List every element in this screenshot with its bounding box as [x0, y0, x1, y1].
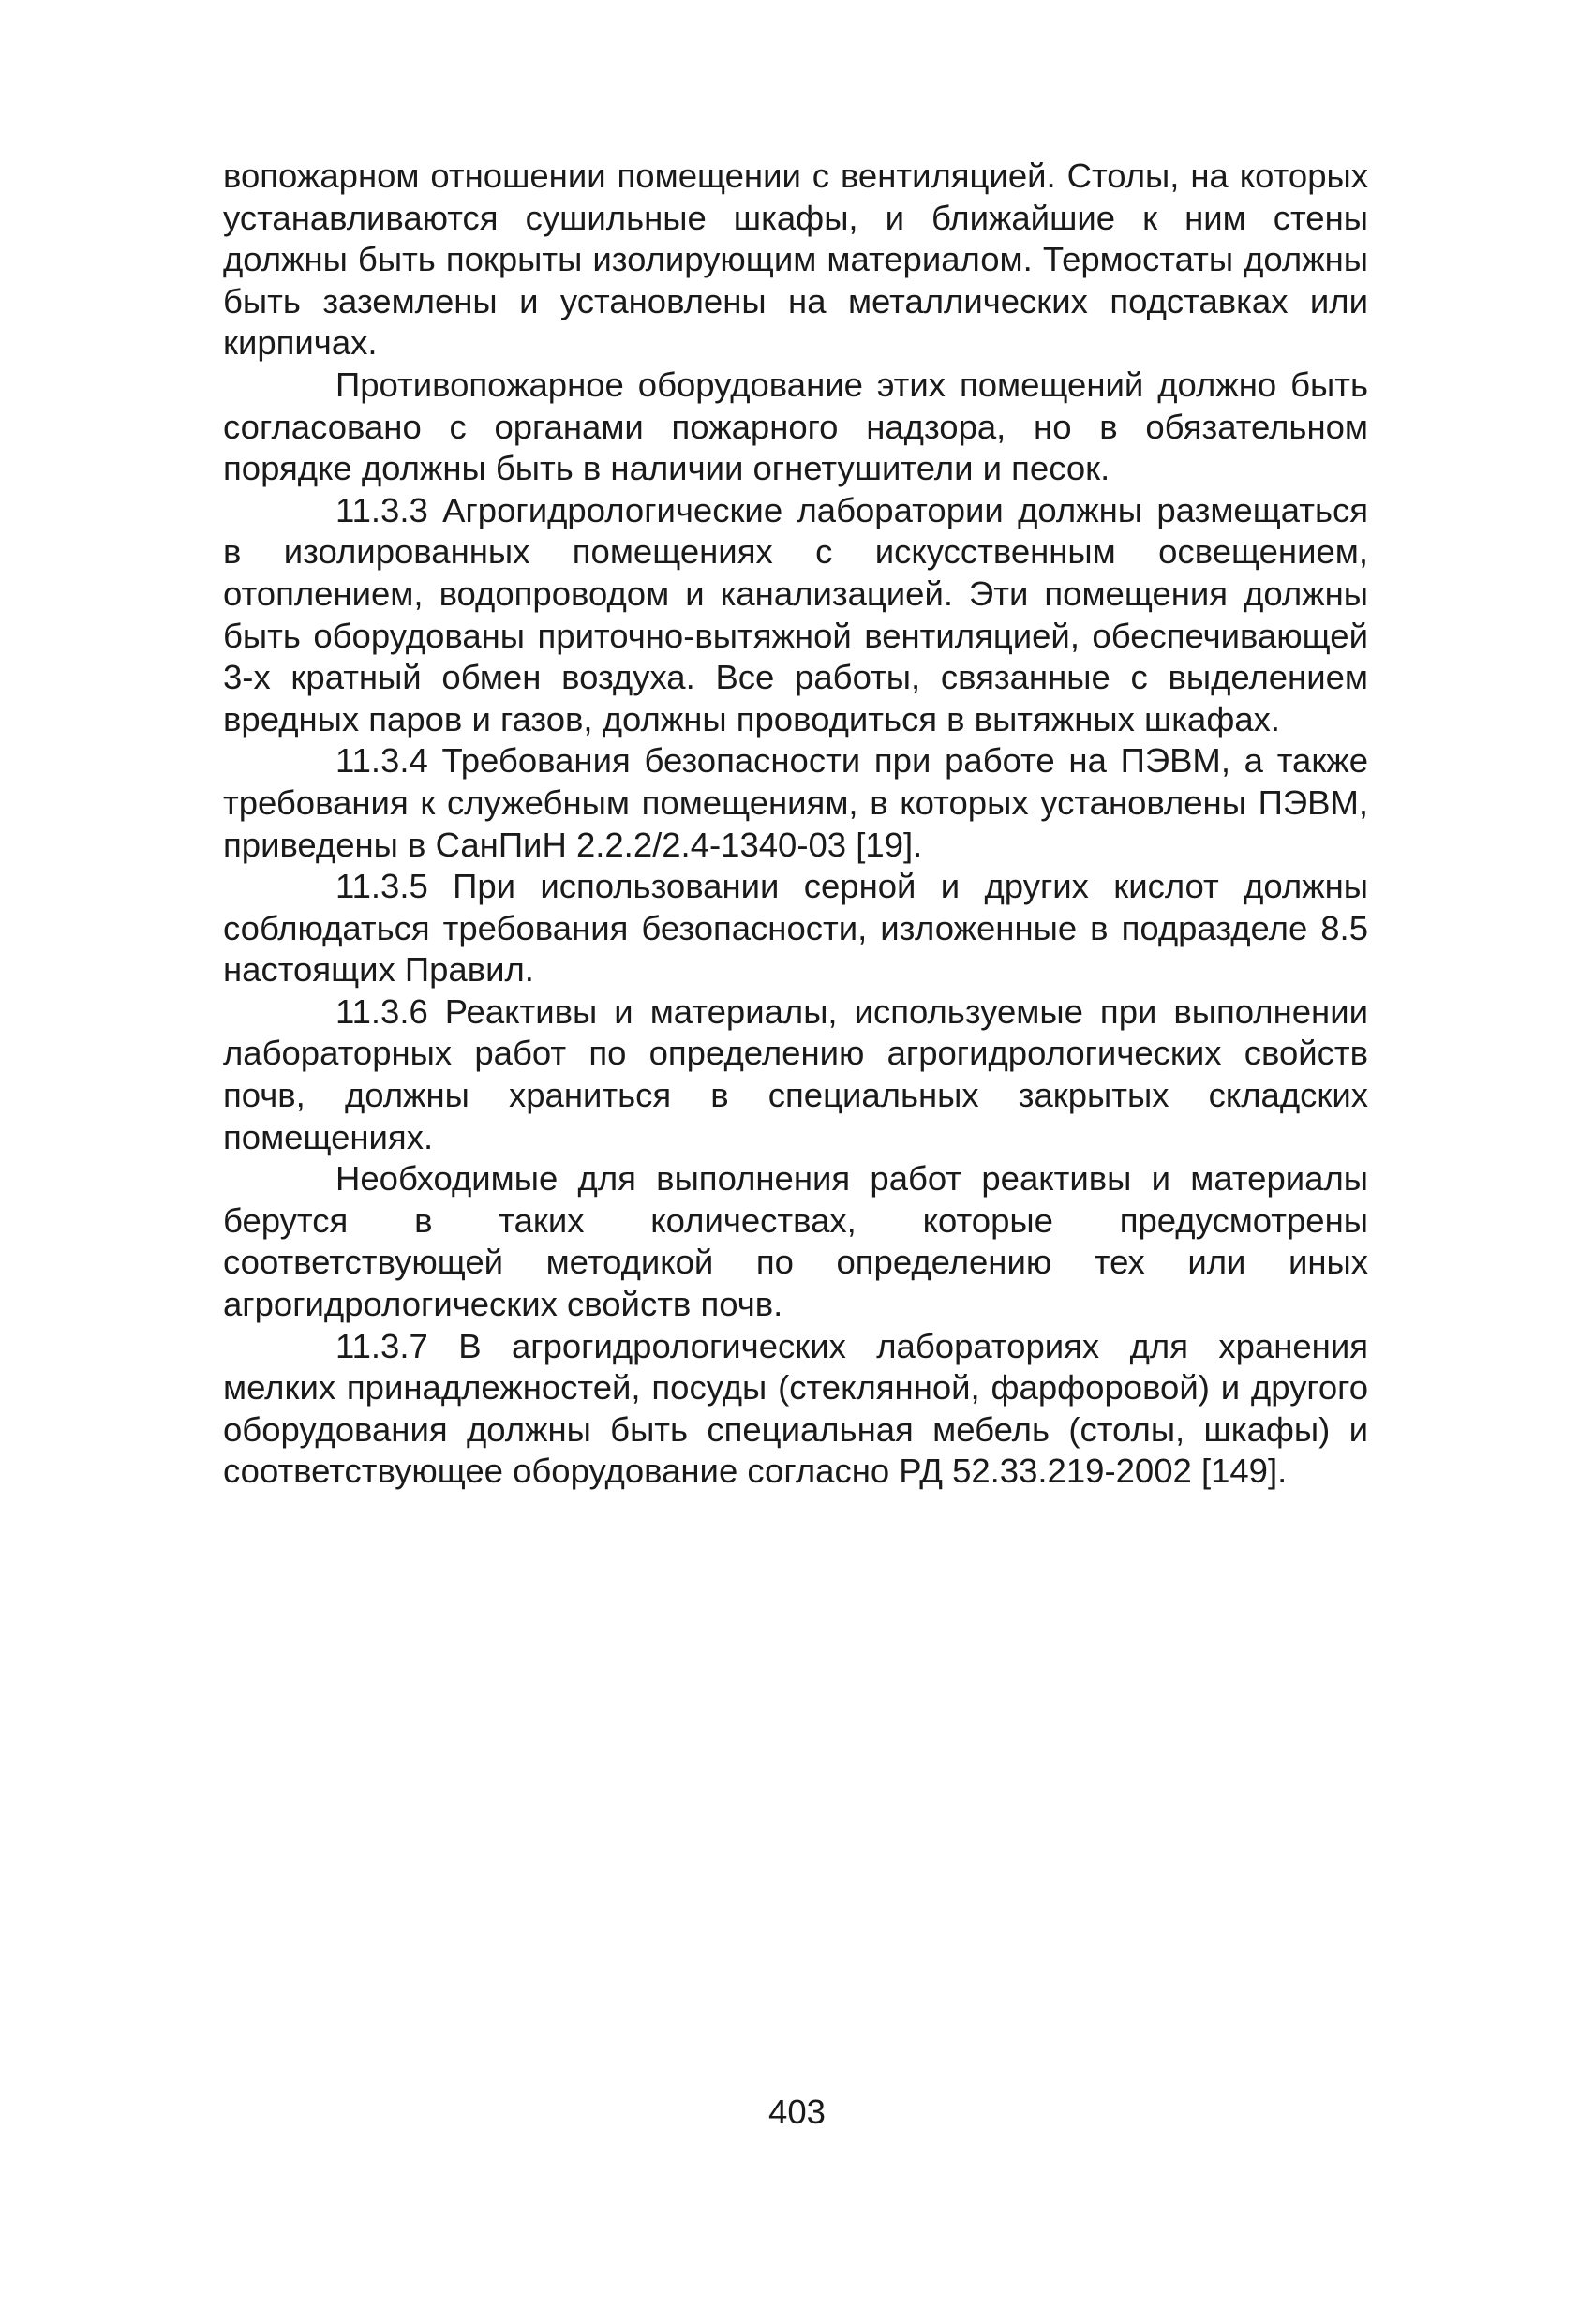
- paragraph-11-3-7: 11.3.7 В агрогидрологических лабораториях для хранения мелких принадлежностей, посуды (стеклянной, фарфоровой) и другого оборудования должны быть специальная мебель (столы, шкафы) и соответствующее оборудование согласно РД 52.33.219-2002 [149].: [223, 1326, 1368, 1491]
- paragraph-fire-equipment: Противопожарное оборудование этих помещений должно быть согласовано с органами пожарного надзора, но в обязательном порядке должны быть в наличии огнетушители и песок.: [223, 365, 1368, 488]
- paragraph-11-3-4: 11.3.4 Требования безопасности при работе на ПЭВМ, а также требования к служебным помещениям, в которых установлены ПЭВМ, приведены в СанПиН 2.2.2/2.4-1340-03 [19].: [223, 741, 1368, 864]
- paragraph-continuation: вопожарном отношении помещении с вентиляцией. Столы, на которых устанавливаются сушильные шкафы, и ближайшие к ним стены должны быть покрыты изолирующим материалом. Термостаты должны быть заземлены и установлены на металлических подставках или кирпичах.: [223, 156, 1368, 363]
- page-number: 403: [768, 2093, 826, 2131]
- paragraph-reagents-quantities: Необходимые для выполнения работ реактивы и материалы берутся в таких количествах, которые предусмотрены соответствующей методикой по определению тех или иных агрогидрологических свойств почв.: [223, 1159, 1368, 1324]
- paragraph-11-3-3: 11.3.3 Агрогидрологические лаборатории должны размещаться в изолированных помещениях с искусственным освещением, отоплением, водопроводом и канализацией. Эти помещения должны быть оборудованы приточно-вытяжной вентиляцией, обеспечивающей 3-х кратный обмен воздуха. Все работы, связанные с выделением вредных паров и газов, должны проводиться в вытяжных шкафах.: [223, 490, 1368, 738]
- body-text: [223, 156, 1368, 1493]
- paragraph-11-3-6: 11.3.6 Реактивы и материалы, используемые при выполнении лабораторных работ по определению агрогидрологических свойств почв, должны храниться в специальных закрытых складских помещениях.: [223, 991, 1368, 1156]
- paragraph-11-3-5: 11.3.5 При использовании серной и других кислот должны соблюдаться требования безопасности, изложенные в подразделе 8.5 настоящих Правил.: [223, 867, 1368, 990]
